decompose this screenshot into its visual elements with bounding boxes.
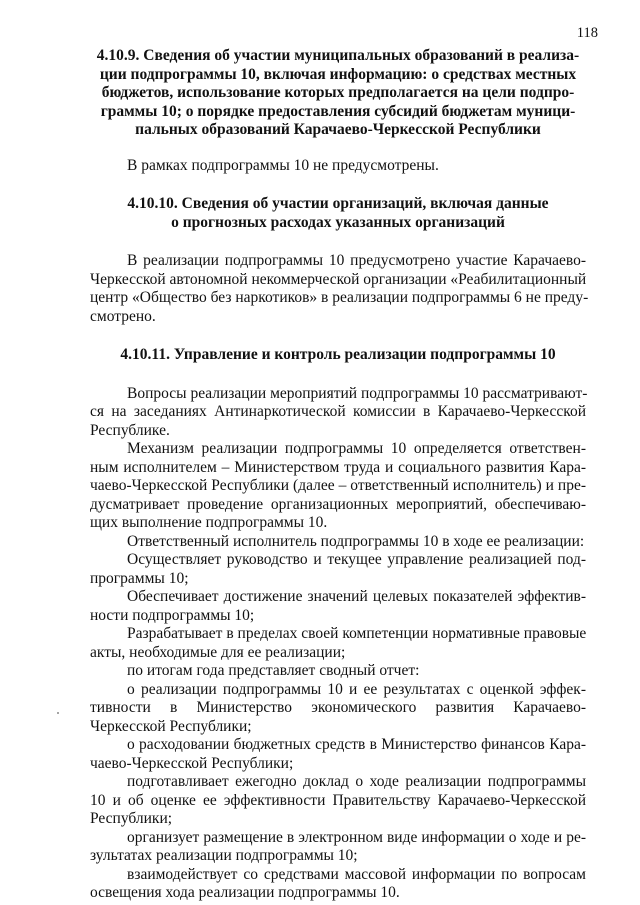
paragraph [90,773,586,829]
text-line: дусматривает проведение организационных мероприятий, обеспечиваю- [90,495,586,513]
text-line: Республики; [90,810,173,827]
text-line: организует размещение в электронном виде информации о ходе и ре- [127,828,586,846]
page-number: 118 [576,25,598,41]
text-line: тивности в Министерство экономического развития Карачаево- [90,699,586,716]
management-paragraphs [90,385,586,903]
text-line: ся на заседаниях Антинаркотической комиссии в Карачаево-Черкесской [90,403,586,420]
text-line: взаимодействует со средствами массовой информации по вопросам [127,865,586,883]
heading-line: 4.10.11. Управление и контроль реализации подпрограммы 10 [120,346,556,363]
heading-line: пальных образований Карачаево-Черкесской Республики [135,121,541,138]
text-line: Ответственный исполнитель подпрограммы 10 в ходе ее реализации: [127,532,585,550]
section-heading-4-10-9 [90,47,586,140]
text-line: освещения хода реализации подпрограммы 10. [90,884,400,901]
text-line: Вопросы реализации мероприятий подпрограммы 10 рассматривают- [127,384,588,402]
paragraph-not-provided: В рамках подпрограммы 10 не предусмотрены. [127,156,439,174]
text-line: Осуществляет руководство и текущее управление реализацией под- [127,551,586,568]
text-line: о реализации подпрограммы 10 и ее результатах с оценкой эффек- [127,680,586,698]
text-line: Черкесской автономной некоммерческой организации «Реабилитационный [90,270,587,288]
text-line: по итогам года представляет сводный отчет: [127,662,420,679]
paragraph [90,440,586,533]
text-line: Республике. [90,421,170,439]
paragraph [90,681,586,737]
text-line: акты, необходимые для ее реализации; [90,643,346,661]
heading-line: 4.10.10. Сведения об участии организаций, включая данные [127,195,549,212]
text-line: смотрено. [90,307,156,325]
text-line: программы 10; [90,569,189,587]
text-line: 10 и об оценке ее эффективности Правительству Карачаево-Черкесской [90,791,586,809]
heading-line: граммы 10; о порядке предоставления субсидий бюджетам муници- [100,102,576,120]
paragraph [90,551,586,588]
heading-line: бюджетов, использование которых предполагается на цели подпро- [101,84,575,101]
text-line: щих выполнение подпрограммы 10. [90,514,328,531]
text-line: Механизм реализации подпрограммы 10 определяется ответствен- [127,440,586,457]
text-line: В реализации подпрограммы 10 предусмотрено участие Карачаево- [127,252,586,269]
paragraph-organizations [90,252,589,326]
text-line: ности подпрограммы 10; [90,606,255,624]
paragraph [90,588,586,625]
text-line: о расходовании бюджетных средств в Министерство финансов Кара- [127,736,586,753]
text-line: чаево-Черкесской Республики (далее – ответственный исполнитель) и пре- [90,477,586,494]
text-line: Разрабатывает в пределах своей компетенции нормативные правовые [127,625,587,642]
text-line: зультатах реализации подпрограммы 10; [90,847,358,864]
text-line: Обеспечивает достижение значений целевых показателей эффектив- [127,588,586,605]
text-line: чаево-Черкесской Республики; [90,754,294,772]
text-line: Черкесской Республики; [90,717,252,735]
paragraph [90,736,586,773]
heading-line: 4.10.9. Сведения об участии муниципальных образований в реализа- [96,47,580,64]
scan-mark [57,712,59,714]
text-line: подготавливает ежегодно доклад о ходе реализации подпрограммы [127,773,586,790]
text-line: центр «Общество без наркотиков» в реализации подпрограммы 6 не преду- [90,289,589,306]
paragraph [90,829,586,866]
heading-line: ции подпрограммы 10, включая информацию: о средствах местных [99,65,577,83]
text-line: ным исполнителем – Министерством труда и социального развития Кара- [90,458,586,476]
page-content [90,47,589,903]
paragraph [90,625,586,662]
section-heading-4-10-10 [90,195,586,232]
paragraph [90,533,586,552]
paragraph [90,662,586,681]
paragraph [90,866,586,903]
heading-line: о прогнозных расходах указанных организаций [171,213,505,231]
section-heading-4-10-11 [90,346,586,365]
paragraph [90,385,586,441]
